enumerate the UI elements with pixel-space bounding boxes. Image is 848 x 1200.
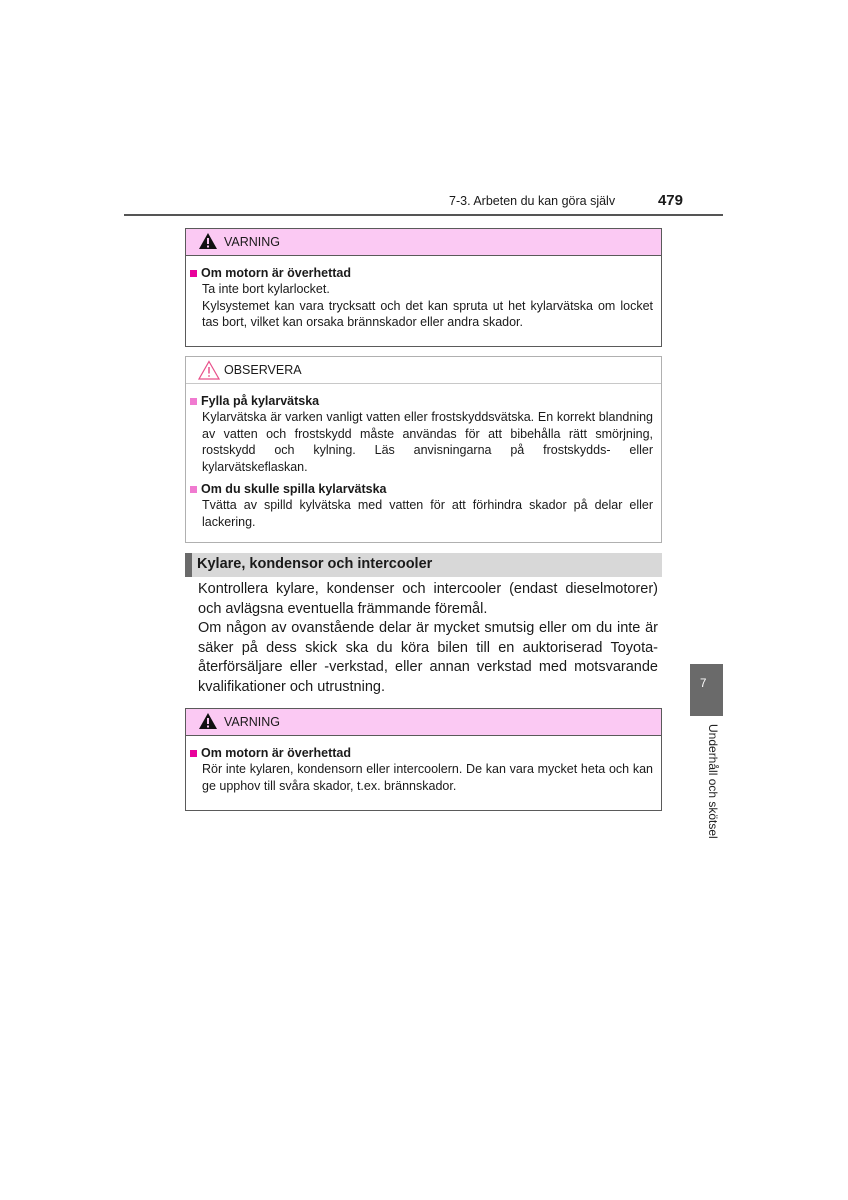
caution-triangle-icon xyxy=(198,360,220,380)
notice-item-title: Om du skulle spilla kylarvätska xyxy=(190,481,653,497)
bullet-square-icon xyxy=(190,270,197,277)
notice-item-text: Tvätta av spilld kylvätska med vatten för att förhindra skador på delar eller lackering. xyxy=(202,498,653,529)
bullet-square-icon xyxy=(190,398,197,405)
warning-item-title: Om motorn är överhettad xyxy=(190,745,653,761)
notice-item-title: Fylla på kylarvätska xyxy=(190,393,653,409)
warning-item-text: Rör inte kylaren, kondensorn eller intercoolern. De kan vara mycket heta och kan ge upphov till svåra skador, t.ex. brännskador. xyxy=(202,762,653,793)
notice-header xyxy=(186,357,661,384)
warning-triangle-icon xyxy=(198,232,218,250)
warning-item-title: Om motorn är överhettad xyxy=(190,265,653,281)
header-rule xyxy=(124,214,723,216)
body-paragraph: Om någon av ovanstående delar är mycket smutsig eller om du inte är säker på dess skick ska du köra bilen till en auktoriserad Toyota-återförsäljare eller -verkstad, eller annan verkstad med motsvarande kvalifikationer och utrustning. xyxy=(198,620,658,695)
section-title-bar xyxy=(185,553,662,577)
warning-item-line: Ta inte bort kylarlocket. xyxy=(202,282,330,296)
warning-header xyxy=(186,229,661,256)
notice-box xyxy=(185,356,662,543)
bullet-square-icon xyxy=(190,750,197,757)
bullet-square-icon xyxy=(190,486,197,493)
warning-label: VARNING xyxy=(224,235,281,249)
section-title: Kylare, kondensor och intercooler xyxy=(197,556,433,572)
warning-box xyxy=(185,708,662,811)
warning-item-line: Kylsystemet kan vara trycksatt och det kan spruta ut het kylarvätska om locket tas bort, vilket kan orsaka brännskador eller andra skador. xyxy=(202,298,653,329)
section-body xyxy=(198,580,658,697)
chapter-tab xyxy=(690,664,723,716)
warning-triangle-icon xyxy=(198,712,218,730)
warning-label: VARNING xyxy=(224,715,281,729)
warning-header xyxy=(186,709,661,736)
chapter-number: 7 xyxy=(700,678,707,690)
section-heading: 7-3. Arbeten du kan göra själv xyxy=(449,194,616,208)
page-header xyxy=(449,192,685,212)
warning-box xyxy=(185,228,662,347)
body-paragraph: Kontrollera kylare, kondenser och intercooler (endast dieselmotorer) och avlägsna eventuella främmande föremål. xyxy=(198,581,658,617)
page-number: 479 xyxy=(657,192,683,209)
notice-item-text: Kylarvätska är varken vanligt vatten eller frostskyddsvätska. En korrekt blandning av vatten och frostskydd måste användas för att bibehålla rätt smörjning, rostskydd och kylning. Läs anvisningarna på frostskydds- eller kylarvätskeflaskan. xyxy=(202,410,653,474)
notice-label: OBSERVERA xyxy=(224,363,302,377)
chapter-label: Underhåll och skötsel xyxy=(706,724,720,839)
